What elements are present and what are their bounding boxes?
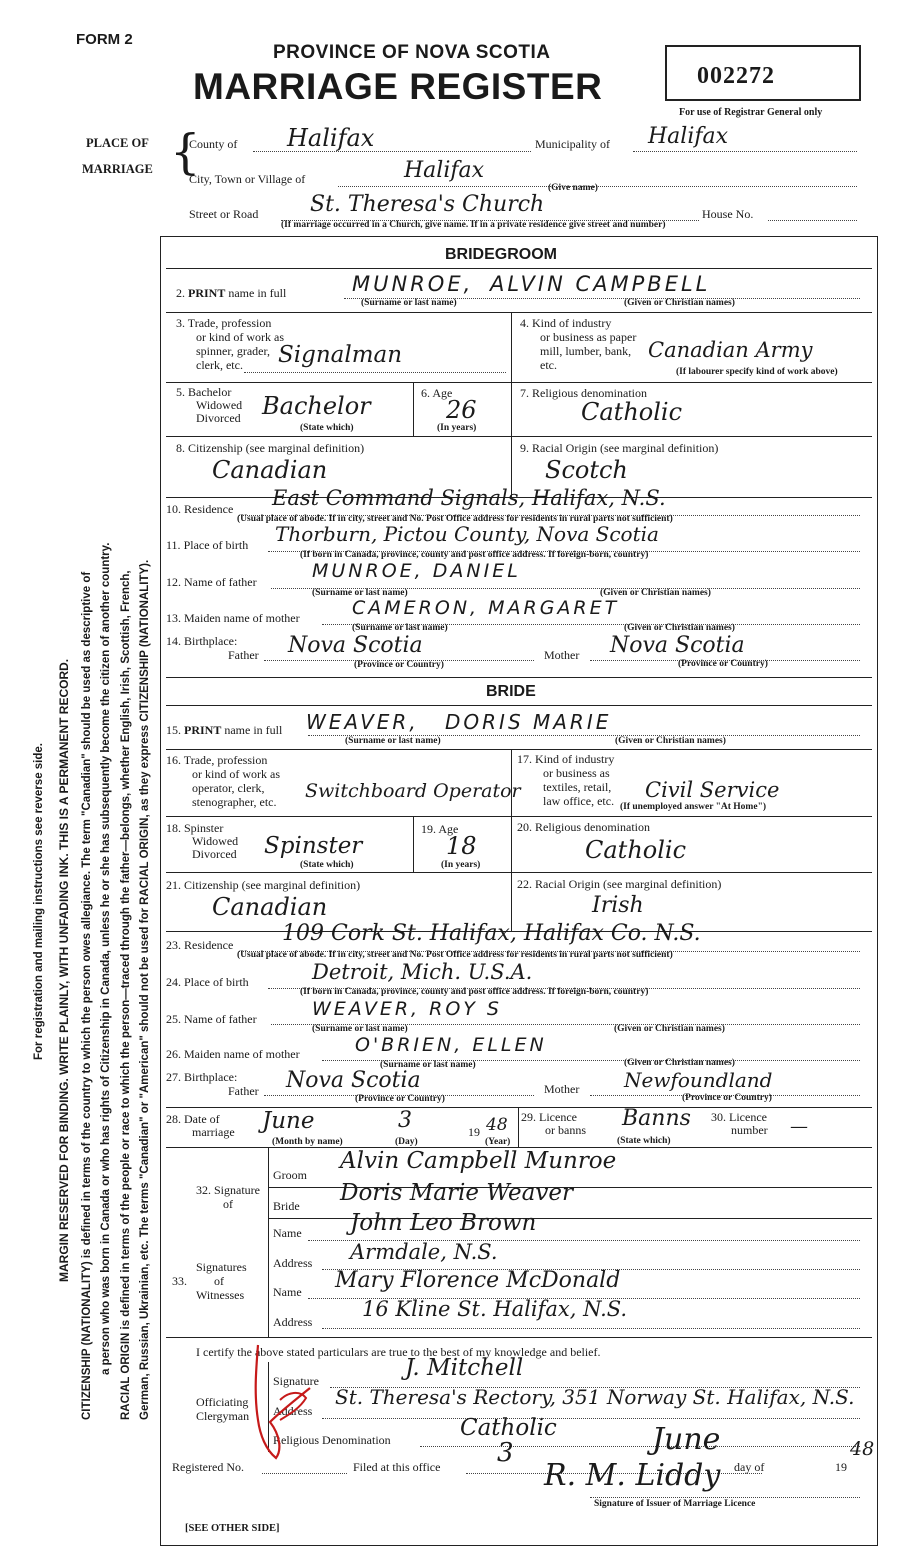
marriage-day: 3: [398, 1108, 412, 1133]
marriage-year: 48: [486, 1115, 508, 1135]
groom-citizenship: Canadian: [212, 456, 328, 484]
street-value: St. Theresa's Church: [310, 192, 545, 217]
groom-industry-note: (If labourer specify kind of work above): [676, 367, 838, 377]
bride-mother-name: O'BRIEN, ELLEN: [355, 1034, 547, 1056]
bride-citizenship: Canadian: [212, 893, 328, 921]
groom-age: 26: [446, 396, 477, 424]
trade-label: Trade, profession: [187, 316, 272, 330]
bride-industry-note: (If unemployed answer "At Home"): [620, 802, 767, 812]
bride-mother-birthplace: Newfoundland: [624, 1068, 773, 1092]
groom-marital-status: Bachelor: [262, 392, 371, 420]
filed-month: June: [652, 1422, 721, 1457]
groom-given-names: ALVIN CAMPBELL: [490, 272, 711, 296]
margin-binding-notice: MARGIN RESERVED FOR BINDING. WRITE PLAINLY, WITH UNFADING INK. THIS IS A PERMANENT RECORD.: [57, 658, 71, 1282]
groom-surname-caption: (Surname or last name): [361, 298, 457, 308]
certification-text: I certify the above stated particulars are true to the best of my knowledge and belief.: [196, 1345, 601, 1359]
witness2-name: Mary Florence McDonald: [335, 1268, 621, 1293]
city-label: City, Town or Village of: [189, 172, 306, 186]
clergy-denomination: Catholic: [460, 1415, 557, 1441]
witness1-address: Armdale, N.S.: [350, 1240, 498, 1264]
place-of-label: PLACE OF: [86, 136, 149, 150]
street-label: Street or Road: [189, 207, 259, 221]
province-heading: PROVINCE OF NOVA SCOTIA: [273, 42, 551, 63]
bride-given-names: DORIS MARIE: [445, 710, 612, 734]
bride-age: 18: [446, 832, 477, 860]
registration-number: 002272: [697, 63, 775, 89]
groom-religion: Catholic: [581, 398, 683, 426]
groom-industry: Canadian Army: [648, 338, 813, 362]
issuer-signature: R. M. Liddy: [544, 1458, 721, 1493]
print-label: PRINT: [188, 286, 226, 300]
bride-heading: BRIDE: [486, 683, 536, 700]
groom-mother-birthplace: Nova Scotia: [610, 633, 745, 658]
registration-number-box: [665, 45, 861, 101]
city-value: Halifax: [404, 158, 485, 183]
bride-birthplace: Detroit, Mich. U.S.A.: [312, 960, 533, 984]
margin-citizenship-def-2: a person who was born in Canada or who has rights of Citizenship in Canada, unless he or she has subsequently become the citizen of another country.: [100, 542, 112, 1375]
state-which-caption: (State which): [300, 423, 354, 433]
margin-racial-def-2: German, Russian, Ukrainian, etc. The terms "Canadian" or "American" should not be used for RACIAL ORIGIN, as they express CITIZENSHIP (NATIONALITY).: [139, 559, 151, 1420]
margin-instructions: For registration and mailing instructions see reverse side.: [33, 743, 45, 1060]
bride-residence: 109 Cork St. Halifax, Halifax Co. N.S.: [282, 921, 701, 946]
bride-marital-status: Spinster: [264, 833, 363, 859]
see-other-side: [SEE OTHER SIDE]: [185, 1523, 280, 1534]
licence-number: —: [790, 1116, 808, 1137]
industry-label: Kind of industry: [532, 316, 612, 330]
bride-religion: Catholic: [585, 836, 687, 864]
page-title: MARRIAGE REGISTER: [193, 66, 603, 107]
form-number: FORM 2: [76, 31, 133, 48]
give-name-note: (Give name): [548, 183, 598, 193]
clergy-address: St. Theresa's Rectory, 351 Norway St. Halifax, N.S.: [335, 1385, 855, 1409]
groom-mother-name: CAMERON, MARGARET: [352, 597, 620, 619]
municipality-label: Municipality of: [535, 137, 610, 151]
licence-or-banns: Banns: [622, 1106, 691, 1131]
issuer-caption: Signature of Issuer of Marriage Licence: [594, 1499, 756, 1509]
residence-note: (Usual place of abode. If in city, street and No. Post Office address for residents in rural parts not sufficient): [237, 514, 673, 524]
margin-citizenship-def-1: CITIZENSHIP (NATIONALITY) is defined in terms of the country to which the person owes allegiance. The term "Canadian" should be used as descriptive of: [81, 571, 93, 1420]
place-brace: {: [170, 124, 201, 180]
registrar-note: For use of Registrar General only: [679, 107, 823, 118]
witness2-address: 16 Kline St. Halifax, N.S.: [362, 1297, 628, 1321]
municipality-value: Halifax: [648, 124, 729, 149]
groom-father-name: MUNROE, DANIEL: [312, 560, 521, 582]
bride-father-name: WEAVER, ROY S: [312, 998, 502, 1020]
groom-racial-origin: Scotch: [545, 456, 628, 484]
witness1-name: John Leo Brown: [350, 1210, 537, 1236]
clergy-signature: J. Mitchell: [405, 1355, 524, 1381]
name-in-full-label: name in full: [228, 286, 287, 300]
groom-birthplace: Thorburn, Pictou County, Nova Scotia: [275, 522, 659, 546]
groom-residence: East Command Signals, Halifax, N.S.: [272, 486, 666, 510]
groom-given-caption: (Given or Christian names): [624, 298, 735, 308]
bride-father-birthplace: Nova Scotia: [286, 1068, 421, 1093]
margin-racial-def-1: RACIAL ORIGIN is defined in terms of the people or race to which the person—traced through the father—belongs, whether English, Irish, Scottish, French,: [120, 570, 132, 1420]
groom-trade: Signalman: [278, 342, 403, 368]
groom-surname: MUNROE,: [352, 272, 474, 296]
filed-year: 48: [850, 1438, 875, 1460]
bride-industry: Civil Service: [645, 778, 780, 802]
bridegroom-heading: BRIDEGROOM: [445, 246, 557, 263]
house-label: House No.: [702, 207, 754, 221]
birth-note: (If born in Canada, province, county and post office address. If foreign-born, country): [300, 550, 649, 560]
marriage-month: June: [262, 1108, 315, 1134]
county-value: Halifax: [287, 124, 375, 152]
red-check-mark: [240, 1340, 330, 1465]
groom-father-birthplace: Nova Scotia: [288, 633, 423, 658]
county-label: County of: [189, 137, 238, 151]
marriage-label: MARRIAGE: [82, 162, 153, 176]
bride-racial-origin: Irish: [592, 893, 644, 918]
bride-surname: WEAVER,: [306, 710, 419, 734]
street-note: (If marriage occurred in a Church, give name. If in a private residence give street and number): [281, 220, 666, 230]
bride-trade: Switchboard Operator: [305, 780, 521, 802]
in-years-caption: (In years): [437, 423, 477, 433]
bride-signature: Doris Marie Weaver: [340, 1180, 573, 1206]
groom-signature: Alvin Campbell Munroe: [340, 1148, 617, 1174]
filed-day: 3: [497, 1438, 514, 1468]
